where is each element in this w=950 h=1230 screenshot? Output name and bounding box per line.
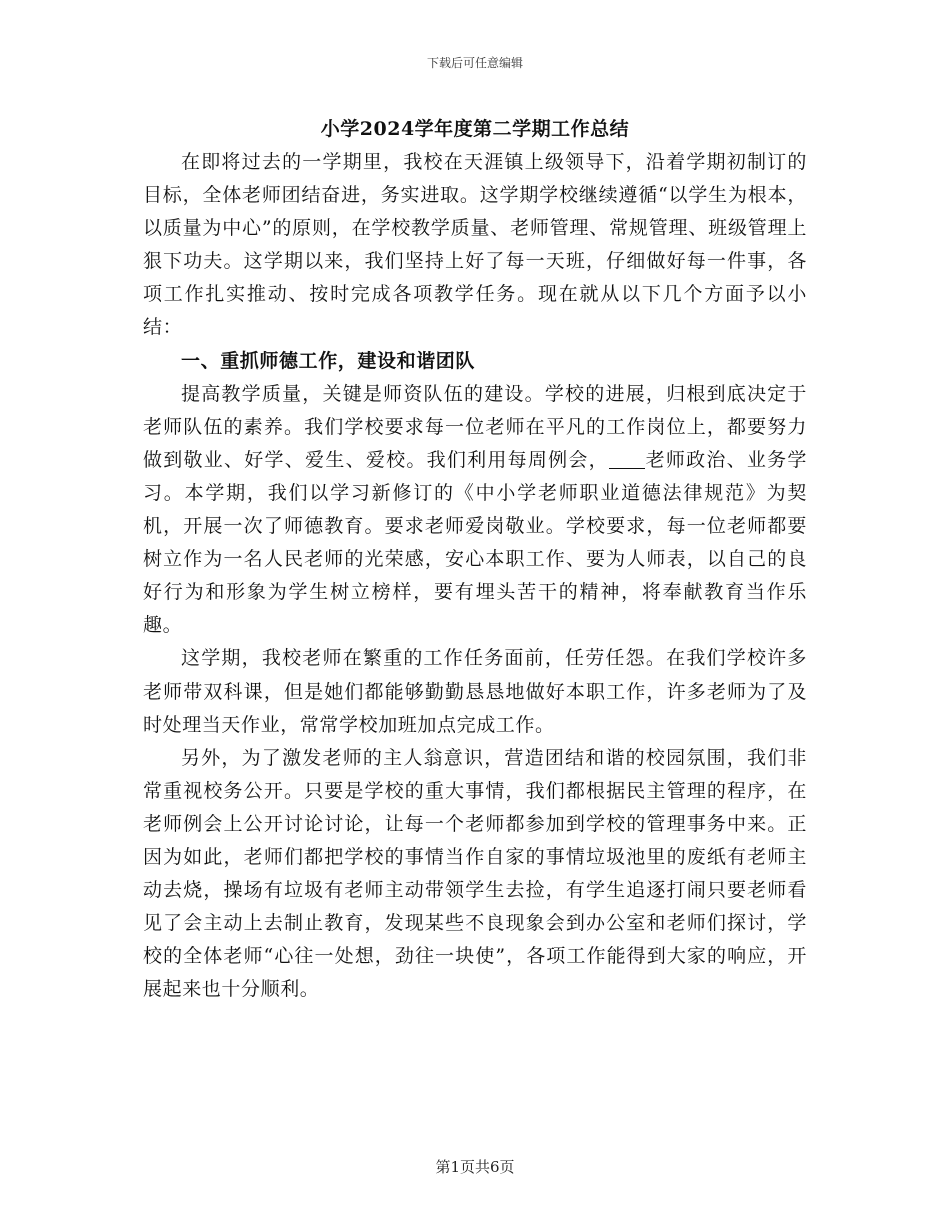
document-body — [143, 146, 807, 1006]
header-note: 下载后可任意编辑 — [426, 56, 523, 70]
paragraph-text: 提高教学质量，关键是师资队伍的建设。学校的进展，归根到底决定于老师队伍的素养。我们学校要求每一位老师在平凡的工作岗位上，都要努力做到敬业、好学、爱生、爱校。我们利用每周例会， — [143, 382, 807, 471]
section-heading: 一、重抓师德工作，建设和谐团队 — [181, 349, 476, 372]
paragraph-intro: 在即将过去的一学期里，我校在天涯镇上级领导下，沿着学期初制订的目标，全体老师团结奋进，务实进取。这学期学校继续遵循“以学生为根本，以质量为中心”的原则，在学校教学质量、老师管理、常规管理、班级管理上狠下功夫。这学期以来，我们坚持上好了每一天班，仔细做好每一件事，各项工作扎实推动、按时完成各项教学任务。现在就从以下几个方面予以小结： — [143, 151, 807, 339]
paragraph-workload: 这学期，我校老师在繁重的工作任务面前，任劳任怨。在我们学校许多老师带双科课，但是她们都能够勤勤恳恳地做好本职工作，许多老师为了及时处理当天作业，常常学校加班加点完成工作。 — [143, 647, 807, 736]
paragraph-text: 老师政治、业务学习。本学期，我们以学习新修订的《中小学老师职业道德法律规范》为契机，开展一次了师德教育。要求老师爱岗敬业。学校要求，每一位老师都要树立作为一名人民老师的光荣感，安心本职工作、要为人师表，以自己的良好行为和形象为学生树立榜样，要有埋头苦干的精神，将奉献教育当作乐趣。 — [143, 448, 807, 637]
fill-in-blank — [609, 449, 645, 469]
page-number: 第1页共6页 — [435, 1158, 515, 1176]
paragraph-teacher-quality — [143, 378, 807, 643]
document-title: 小学2024学年度第二学期工作总结 — [320, 118, 630, 140]
paragraph-school-affairs: 另外，为了激发老师的主人翁意识，营造团结和谐的校园氛围，我们非常重视校务公开。只要是学校的重大事情，我们都根据民主管理的程序，在老师例会上公开讨论讨论，让每一个老师都参加到学校的管理事务中来。正因为如此，老师们都把学校的事情当作自家的事情垃圾池里的废纸有老师主动去烧，操场有垃圾有老师主动带领学生去捡，有学生追逐打闹只要老师看见了会主动上去制止教育，发现某些不良现象会到办公室和老师们探讨，学校的全体老师“心往一处想，劲往一块使”，各项工作能得到大家的响应，开展起来也十分顺利。 — [143, 746, 807, 1001]
